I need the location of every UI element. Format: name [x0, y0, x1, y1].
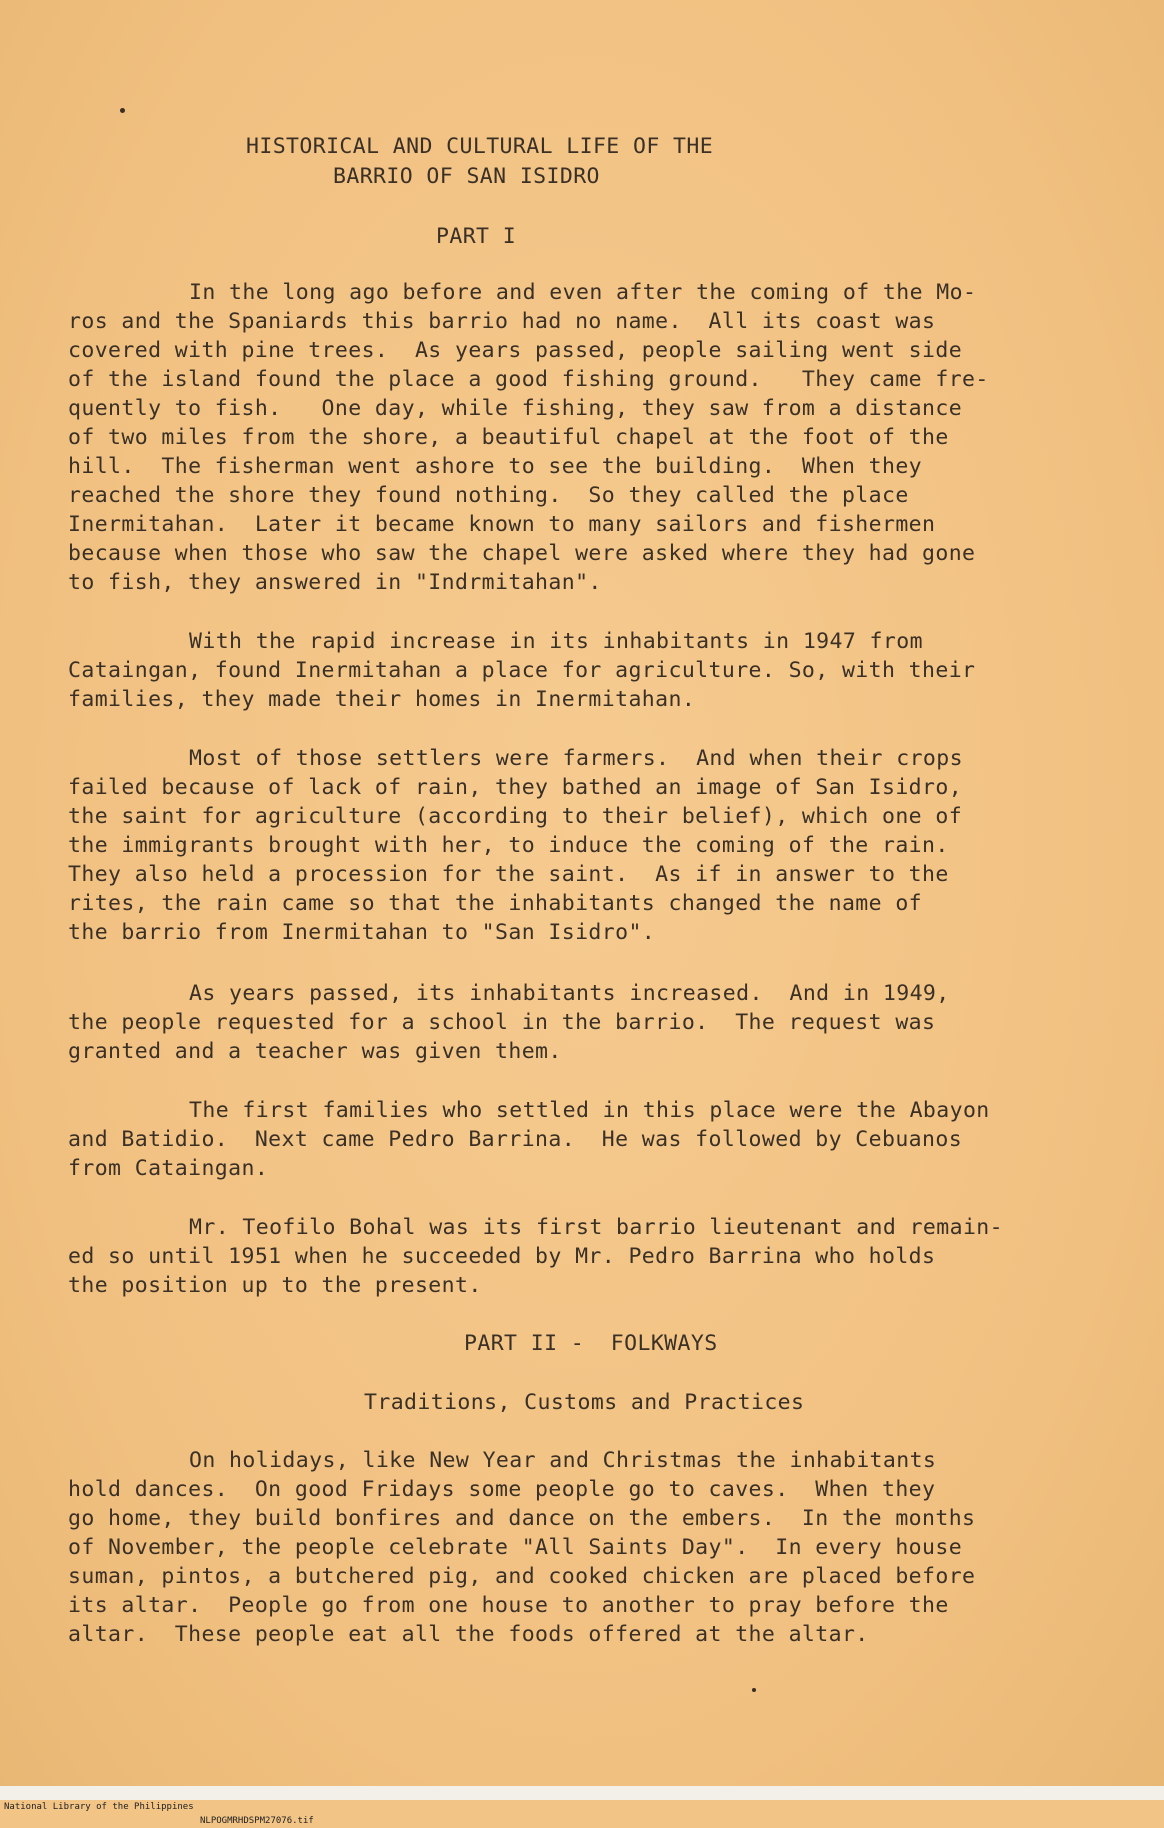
paragraph-line: the barrio from Inermitahan to "San Isidro".	[68, 920, 656, 945]
paragraph-line: the position up to the present.	[68, 1273, 482, 1298]
document-title-line-1: HISTORICAL AND CULTURAL LIFE OF THE	[246, 134, 714, 159]
ink-speck	[752, 1688, 756, 1692]
paragraph-line: hill. The fisherman went ashore to see the building. When they	[68, 454, 923, 479]
paragraph-line: quently to fish. One day, while fishing, they saw from a distance	[68, 396, 963, 421]
paragraph-line: families, they made their homes in Inermitahan.	[68, 687, 696, 712]
footer-filename: NLPOGMRHDSPM27076.tif	[200, 1816, 314, 1826]
paragraph-line: of two miles from the shore, a beautiful chapel at the foot of the	[68, 425, 949, 450]
paragraph-line: from Cataingan.	[68, 1156, 269, 1181]
paragraph-line: The first families who settled in this place were the Abayon	[189, 1098, 990, 1123]
paragraph-line: and Batidio. Next came Pedro Barrina. He was followed by Cebuanos	[68, 1127, 963, 1152]
paragraph-line: Mr. Teofilo Bohal was its first barrio lieutenant and remain-	[189, 1215, 1003, 1240]
paragraph-line: its altar. People go from one house to another to pray before the	[68, 1593, 949, 1618]
paragraph-line: Inermitahan. Later it became known to many sailors and fishermen	[68, 512, 936, 537]
paragraph-line: ros and the Spaniards this barrio had no name. All its coast was	[68, 309, 936, 334]
paragraph-line: to fish, they answered in "Indrmitahan".	[68, 570, 602, 595]
paragraph-line: suman, pintos, a butchered pig, and cooked chicken are placed before	[68, 1564, 976, 1589]
paragraph-line: covered with pine trees. As years passed, people sailing went side	[68, 338, 963, 363]
paragraph-line: reached the shore they found nothing. So they called the place	[68, 483, 909, 508]
scan-footer	[0, 1786, 1164, 1826]
paragraph-line: of November, the people celebrate "All Saints Day". In every house	[68, 1535, 963, 1560]
ink-speck	[120, 108, 125, 113]
part-two-heading: PART II - FOLKWAYS	[464, 1331, 718, 1356]
paragraph-line: granted and a teacher was given them.	[68, 1039, 562, 1064]
paragraph-line: As years passed, its inhabitants increased. And in 1949,	[189, 981, 950, 1006]
paragraph-line: They also held a procession for the saint. As if in answer to the	[68, 862, 949, 887]
paragraph-line: the saint for agriculture (according to their belief), which one of	[68, 804, 963, 829]
paragraph-line: because when those who saw the chapel were asked where they had gone	[68, 541, 976, 566]
paragraph-line: the immigrants brought with her, to induce the coming of the rain.	[68, 833, 949, 858]
paragraph-line: of the island found the place a good fishing ground. They came fre-	[68, 367, 989, 392]
paragraph-line: the people requested for a school in the barrio. The request was	[68, 1010, 936, 1035]
paragraph-line: failed because of lack of rain, they bathed an image of San Isidro,	[68, 775, 963, 800]
paragraph-line: ed so until 1951 when he succeeded by Mr. Pedro Barrina who holds	[68, 1244, 936, 1269]
part-one-heading: PART I	[436, 224, 517, 249]
paragraph-line: With the rapid increase in its inhabitants in 1947 from	[189, 629, 923, 654]
document-title-line-2: BARRIO OF SAN ISIDRO	[333, 164, 600, 189]
paragraph-line: rites, the rain came so that the inhabitants changed the name of	[68, 891, 923, 916]
footer-source: National Library of the Philippines	[4, 1802, 194, 1812]
paragraph-line: hold dances. On good Fridays some people go to caves. When they	[68, 1477, 936, 1502]
paragraph-line: altar. These people eat all the foods offered at the altar.	[68, 1622, 869, 1647]
paragraph-line: go home, they build bonfires and dance on the embers. In the months	[68, 1506, 976, 1531]
paragraph-line: In the long ago before and even after the coming of the Mo-	[189, 280, 977, 305]
part-two-subheading: Traditions, Customs and Practices	[364, 1390, 805, 1415]
paragraph-line: On holidays, like New Year and Christmas the inhabitants	[189, 1448, 937, 1473]
paragraph-line: Most of those settlers were farmers. And when their crops	[189, 746, 963, 771]
paragraph-line: Cataingan, found Inermitahan a place for agriculture. So, with their	[68, 658, 976, 683]
